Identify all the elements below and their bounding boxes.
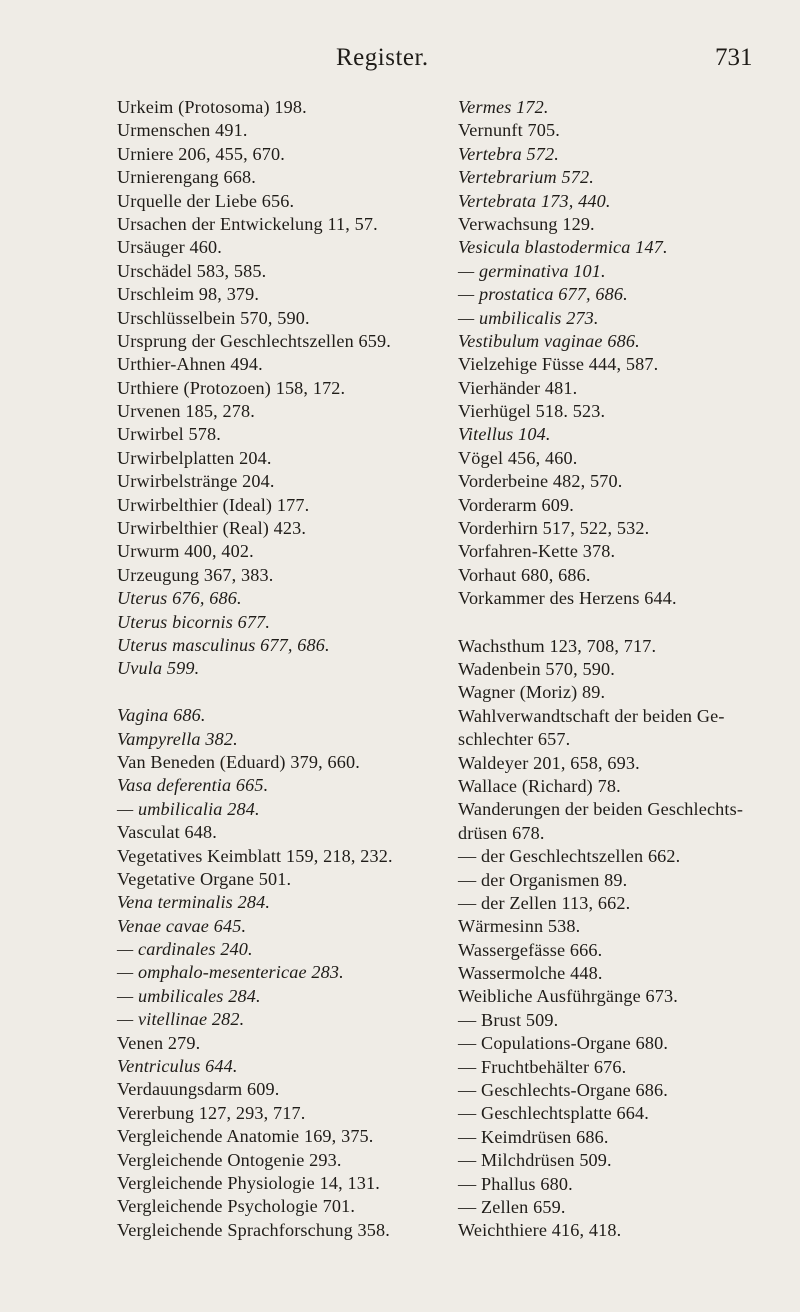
index-entry: Vagina 686. [117, 705, 206, 726]
index-entry: Vermes 172. [458, 97, 549, 117]
index-entry: Vierhänder 481. [458, 377, 578, 398]
index-entry: Urschädel 583, 585. [117, 260, 267, 281]
page-number: 731 [715, 44, 753, 71]
index-entry: Vertebra 572. [458, 143, 559, 164]
index-entry: — umbilicales 284. [117, 985, 261, 1006]
index-entry: schlechter 657. [458, 729, 571, 750]
index-entry: Vegetatives Keimblatt 159, 218, 232. [117, 845, 393, 866]
index-entry: Vorkammer des Herzens 644. [458, 588, 677, 609]
index-entry: — Brust 509. [458, 1009, 559, 1030]
index-entry: Weichthiere 416, 418. [458, 1220, 622, 1241]
index-entry: Urwirbelthier (Ideal) 177. [117, 494, 310, 515]
index-entry: Vögel 456, 460. [458, 447, 578, 468]
index-entry: Ventriculus 644. [117, 1056, 238, 1077]
section-gap [458, 611, 798, 635]
index-entry: — Keimdrüsen 686. [458, 1126, 609, 1147]
index-entry: — cardinales 240. [117, 939, 253, 960]
index-entry: Vena terminalis 284. [117, 892, 271, 913]
index-entry: Urquelle der Liebe 656. [117, 190, 295, 211]
index-entry: — umbilicalia 284. [117, 798, 260, 819]
index-entry: Wagner (Moriz) 89. [458, 682, 606, 703]
index-entry: Verwachsung 129. [458, 213, 595, 234]
index-entry: Wassermolche 448. [458, 963, 603, 984]
index-entry: — vitellinae 282. [117, 1009, 245, 1030]
index-entry: Wassergefässe 666. [458, 939, 603, 960]
index-entry: Vorfahren-Kette 378. [458, 541, 616, 562]
index-entry: Urwurm 400, 402. [117, 541, 254, 562]
index-entry: Vampyrella 382. [117, 728, 238, 749]
index-entry: Urmenschen 491. [117, 120, 248, 141]
index-entry: Urkeim (Protosoma) 198. [117, 97, 307, 117]
section-gap [117, 681, 422, 704]
index-entry: — Phallus 680. [458, 1173, 573, 1194]
index-entry: — germinativa 101. [458, 260, 606, 281]
index-entry: Venen 279. [117, 1032, 201, 1053]
index-column-left [117, 96, 422, 1242]
index-entry: Weibliche Ausführgänge 673. [458, 986, 678, 1007]
index-entry: Uterus 676, 686. [117, 588, 242, 609]
index-entry: Vertebrata 173, 440. [458, 190, 611, 211]
index-entry: Vernunft 705. [458, 120, 560, 141]
index-entry: Vorderbeine 482, 570. [458, 471, 623, 492]
index-entry: Vorhaut 680, 686. [458, 564, 591, 585]
index-entry: — der Geschlechtszellen 662. [458, 846, 681, 867]
index-entry: Urwirbelstränge 204. [117, 471, 275, 492]
index-entry: Urwirbelthier (Real) 423. [117, 518, 307, 539]
index-entry: — umbilicalis 273. [458, 307, 599, 328]
index-entry: Vitellus 104. [458, 424, 551, 445]
index-entry: Vergleichende Ontogenie 293. [117, 1149, 342, 1170]
index-entry: — omphalo-mesentericae 283. [117, 962, 344, 983]
index-entry: Uvula 599. [117, 658, 200, 679]
index-entry: Vierhügel 518. 523. [458, 401, 606, 422]
index-column-right [458, 96, 798, 1243]
index-entry: Urthier-Ahnen 494. [117, 354, 263, 375]
index-entry: — Geschlechtsplatte 664. [458, 1103, 649, 1124]
index-entry: Wachsthum 123, 708, 717. [458, 635, 657, 656]
index-entry: Vegetative Organe 501. [117, 868, 292, 889]
index-entry: Vasa deferentia 665. [117, 775, 269, 796]
index-entry: Vertebrarium 572. [458, 167, 594, 188]
index-entry: Wärmesinn 538. [458, 916, 581, 937]
index-entry: Vergleichende Physiologie 14, 131. [117, 1172, 380, 1193]
index-entry: Wanderungen der beiden Geschlechts- [458, 799, 744, 820]
index-entry: Ursachen der Entwickelung 11, 57. [117, 213, 378, 234]
index-entry: — der Organismen 89. [458, 869, 628, 890]
index-entry: Uterus bicornis 677. [117, 611, 271, 632]
index-entry: Waldeyer 201, 658, 693. [458, 752, 640, 773]
index-entry: — der Zellen 113, 662. [458, 892, 631, 913]
index-entry: Urvenen 185, 278. [117, 401, 255, 422]
index-entry: Ursprung der Geschlechtszellen 659. [117, 330, 391, 351]
index-entry: — Milchdrüsen 509. [458, 1150, 612, 1171]
index-entry: — Zellen 659. [458, 1196, 566, 1217]
index-entry: Vorderhirn 517, 522, 532. [458, 518, 650, 539]
page-title: Register. [336, 44, 429, 71]
index-entry: Vererbung 127, 293, 717. [117, 1102, 306, 1123]
index-entry: Urwirbel 578. [117, 424, 221, 445]
running-head [0, 44, 800, 84]
index-entry: Vergleichende Anatomie 169, 375. [117, 1126, 374, 1147]
index-entry: Urschlüsselbein 570, 590. [117, 307, 310, 328]
index-entry: Vergleichende Psychologie 701. [117, 1196, 356, 1217]
index-entry: — Geschlechts-Organe 686. [458, 1080, 668, 1101]
index-entry: Urschleim 98, 379. [117, 284, 260, 305]
index-entry: Vielzehige Füsse 444, 587. [458, 354, 659, 375]
index-entry: — prostatica 677, 686. [458, 284, 628, 305]
index-entry: Vesicula blastodermica 147. [458, 237, 668, 258]
index-entry: Ursäuger 460. [117, 237, 222, 258]
index-entry: Vestibulum vaginae 686. [458, 330, 640, 351]
index-entry: Uterus masculinus 677, 686. [117, 634, 330, 655]
index-entry: Wahlverwandtschaft der beiden Ge- [458, 705, 725, 726]
index-entry: Vorderarm 609. [458, 494, 574, 515]
index-entry: drüsen 678. [458, 822, 545, 843]
index-entry: Verdauungsdarm 609. [117, 1079, 280, 1100]
index-entry: Venae cavae 645. [117, 915, 247, 936]
index-entry: Wallace (Richard) 78. [458, 775, 621, 796]
index-entry: Urnierengang 668. [117, 167, 256, 188]
index-entry: Vergleichende Sprachforschung 358. [117, 1219, 390, 1240]
index-entry: Urniere 206, 455, 670. [117, 143, 285, 164]
index-entry: Urzeugung 367, 383. [117, 564, 274, 585]
index-entry: Van Beneden (Eduard) 379, 660. [117, 751, 360, 772]
index-entry: Urwirbelplatten 204. [117, 447, 272, 468]
index-entry: Vasculat 648. [117, 822, 217, 843]
index-entry: Wadenbein 570, 590. [458, 658, 615, 679]
index-entry: Urthiere (Protozoen) 158, 172. [117, 377, 346, 398]
index-entry: — Copulations-Organe 680. [458, 1033, 669, 1054]
index-entry: — Fruchtbehälter 676. [458, 1056, 627, 1077]
